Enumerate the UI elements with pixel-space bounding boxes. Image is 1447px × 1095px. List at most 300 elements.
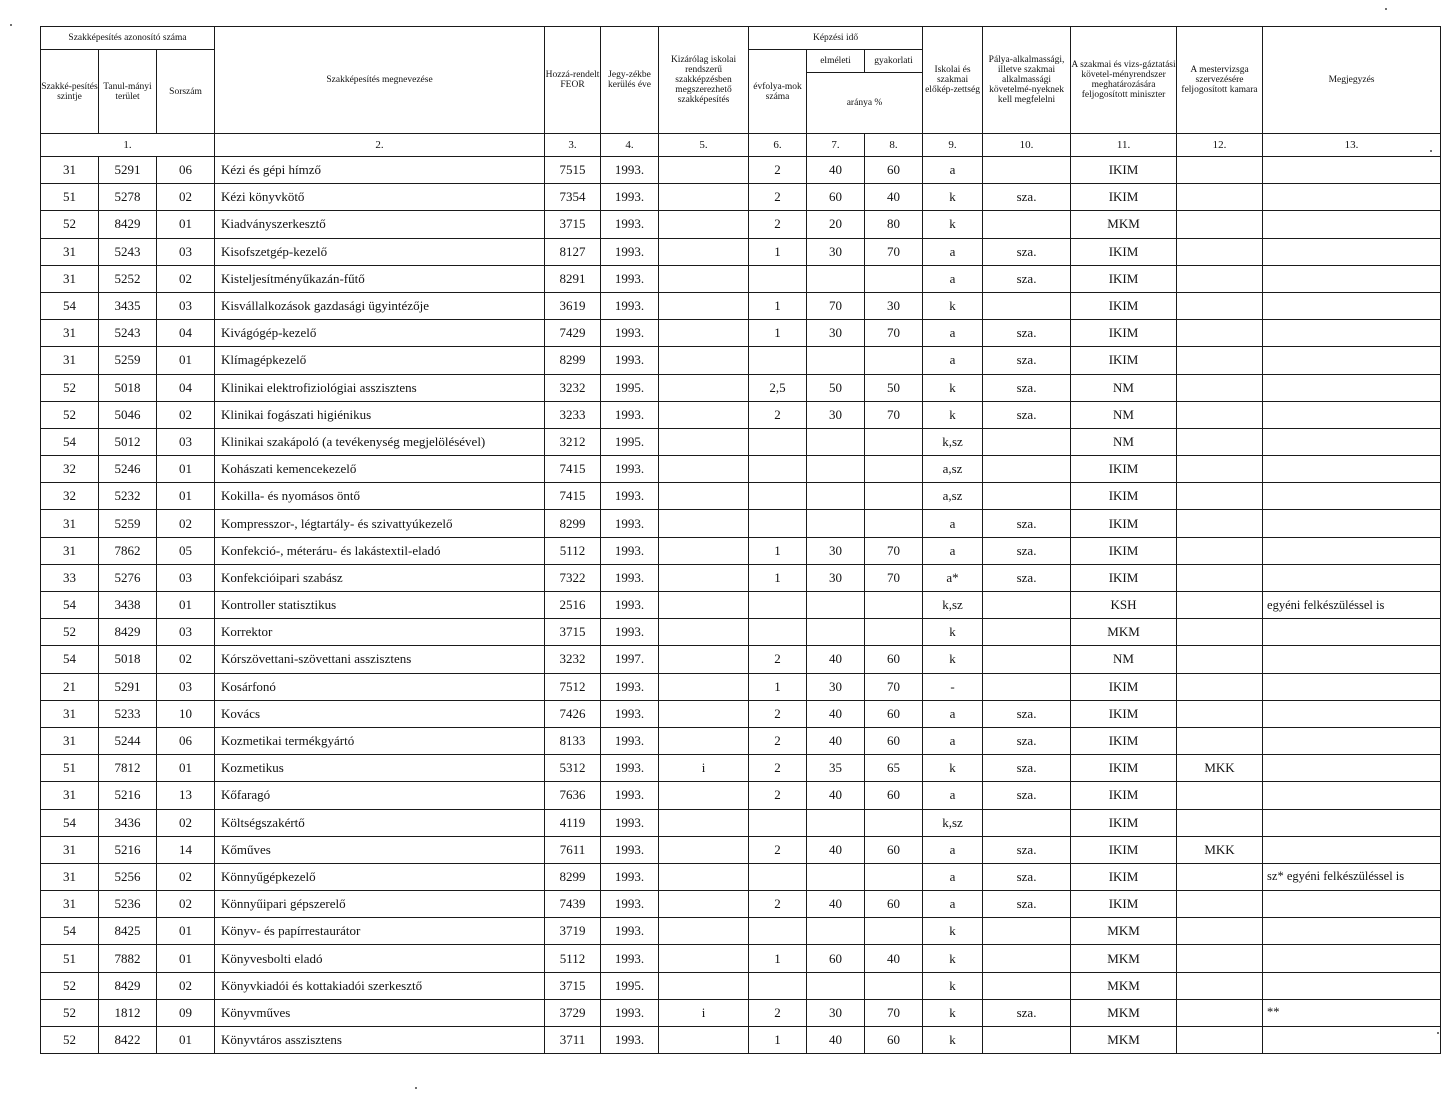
- cell-remark: [1263, 374, 1441, 401]
- cell-prerequisite: a: [923, 891, 983, 918]
- column-number: 1.: [41, 134, 215, 157]
- header-level: Szakké-pesítés szintje: [41, 50, 99, 134]
- cell-field: 5233: [99, 700, 157, 727]
- cell-ministry: IKIM: [1071, 157, 1177, 184]
- cell-chamber: [1177, 401, 1263, 428]
- cell-name: Kézi könyvkötő: [215, 184, 545, 211]
- cell-practice: 60: [865, 646, 923, 673]
- cell-level: 31: [41, 510, 99, 537]
- cell-chamber: [1177, 619, 1263, 646]
- cell-remark: [1263, 782, 1441, 809]
- cell-serial: 01: [157, 592, 215, 619]
- cell-chamber: [1177, 265, 1263, 292]
- cell-aptitude: [983, 972, 1071, 999]
- cell-field: 7812: [99, 755, 157, 782]
- cell-prerequisite: k: [923, 1027, 983, 1054]
- cell-years-count: 2: [749, 727, 807, 754]
- cell-level: 31: [41, 265, 99, 292]
- cell-serial: 02: [157, 863, 215, 890]
- cell-serial: 05: [157, 537, 215, 564]
- scan-speck: [10, 24, 12, 26]
- header-theory: elméleti: [807, 50, 865, 73]
- cell-school-only: [659, 157, 749, 184]
- cell-name: Kisteljesítményűkazán-fűtő: [215, 265, 545, 292]
- cell-level: 33: [41, 564, 99, 591]
- cell-years-count: 2: [749, 782, 807, 809]
- cell-theory: 40: [807, 1027, 865, 1054]
- cell-remark: [1263, 510, 1441, 537]
- cell-year: 1993.: [601, 999, 659, 1026]
- cell-prerequisite: a: [923, 700, 983, 727]
- cell-remark: [1263, 918, 1441, 945]
- cell-field: 3438: [99, 592, 157, 619]
- cell-level: 54: [41, 292, 99, 319]
- table-body: [41, 157, 1441, 1054]
- cell-ministry: NM: [1071, 401, 1177, 428]
- cell-theory: 30: [807, 238, 865, 265]
- cell-remark: [1263, 456, 1441, 483]
- cell-theory: [807, 592, 865, 619]
- cell-level: 32: [41, 456, 99, 483]
- cell-year: 1993.: [601, 727, 659, 754]
- cell-name: Korrektor: [215, 619, 545, 646]
- cell-field: 1812: [99, 999, 157, 1026]
- cell-feor: 4119: [545, 809, 601, 836]
- cell-school-only: [659, 809, 749, 836]
- cell-year: 1993.: [601, 211, 659, 238]
- cell-years-count: [749, 347, 807, 374]
- cell-school-only: [659, 646, 749, 673]
- cell-feor: 7426: [545, 700, 601, 727]
- qualifications-register-table: [40, 26, 1441, 1054]
- cell-years-count: [749, 483, 807, 510]
- cell-ministry: IKIM: [1071, 537, 1177, 564]
- cell-serial: 01: [157, 347, 215, 374]
- cell-years-count: 2: [749, 755, 807, 782]
- cell-year: 1993.: [601, 265, 659, 292]
- cell-year: 1993.: [601, 564, 659, 591]
- cell-practice: 70: [865, 401, 923, 428]
- cell-feor: 3715: [545, 211, 601, 238]
- table-row: [41, 265, 1441, 292]
- header-years-count: évfolya-mok száma: [749, 50, 807, 134]
- cell-remark: [1263, 809, 1441, 836]
- cell-remark: [1263, 292, 1441, 319]
- cell-remark: [1263, 972, 1441, 999]
- cell-level: 52: [41, 211, 99, 238]
- cell-years-count: [749, 265, 807, 292]
- column-number: 3.: [545, 134, 601, 157]
- cell-practice: [865, 483, 923, 510]
- cell-year: 1993.: [601, 292, 659, 319]
- table-row: [41, 945, 1441, 972]
- cell-level: 31: [41, 700, 99, 727]
- cell-remark: [1263, 483, 1441, 510]
- cell-name: Költségszakértő: [215, 809, 545, 836]
- cell-chamber: [1177, 211, 1263, 238]
- cell-remark: [1263, 727, 1441, 754]
- cell-feor: 5112: [545, 537, 601, 564]
- header-remark: Megjegyzés: [1263, 27, 1441, 134]
- cell-serial: 01: [157, 1027, 215, 1054]
- table-row: [41, 347, 1441, 374]
- cell-level: 51: [41, 755, 99, 782]
- cell-school-only: [659, 1027, 749, 1054]
- cell-theory: 70: [807, 292, 865, 319]
- header-name: Szakképesítés megnevezése: [215, 27, 545, 134]
- header-ratio: aránya %: [807, 73, 923, 134]
- cell-theory: [807, 809, 865, 836]
- cell-name: Kőfaragó: [215, 782, 545, 809]
- cell-name: Kosárfonó: [215, 673, 545, 700]
- cell-chamber: [1177, 320, 1263, 347]
- table-row: [41, 510, 1441, 537]
- cell-school-only: [659, 972, 749, 999]
- table-row: [41, 972, 1441, 999]
- cell-years-count: 2: [749, 157, 807, 184]
- cell-school-only: [659, 592, 749, 619]
- cell-prerequisite: k: [923, 211, 983, 238]
- cell-prerequisite: k: [923, 292, 983, 319]
- cell-name: Könyvműves: [215, 999, 545, 1026]
- table-row: [41, 1027, 1441, 1054]
- cell-school-only: [659, 456, 749, 483]
- cell-ministry: IKIM: [1071, 863, 1177, 890]
- header-feor: Hozzá-rendelt FEOR: [545, 27, 601, 134]
- cell-practice: [865, 809, 923, 836]
- cell-prerequisite: k,sz: [923, 428, 983, 455]
- cell-practice: [865, 510, 923, 537]
- cell-ministry: IKIM: [1071, 564, 1177, 591]
- scan-speck: [415, 1087, 417, 1089]
- cell-aptitude: [983, 456, 1071, 483]
- cell-year: 1993.: [601, 891, 659, 918]
- cell-serial: 03: [157, 619, 215, 646]
- cell-remark: [1263, 891, 1441, 918]
- cell-school-only: [659, 619, 749, 646]
- cell-prerequisite: a: [923, 537, 983, 564]
- cell-serial: 01: [157, 456, 215, 483]
- cell-practice: [865, 619, 923, 646]
- cell-remark: [1263, 347, 1441, 374]
- cell-feor: 8133: [545, 727, 601, 754]
- header-serial: Sorszám: [157, 50, 215, 134]
- cell-practice: 60: [865, 700, 923, 727]
- table-row: [41, 157, 1441, 184]
- cell-field: 5291: [99, 673, 157, 700]
- cell-year: 1993.: [601, 1027, 659, 1054]
- cell-aptitude: [983, 646, 1071, 673]
- cell-school-only: i: [659, 999, 749, 1026]
- cell-feor: 8127: [545, 238, 601, 265]
- cell-years-count: 1: [749, 537, 807, 564]
- cell-years-count: 1: [749, 945, 807, 972]
- cell-aptitude: sza.: [983, 320, 1071, 347]
- header-practice: gyakorlati: [865, 50, 923, 73]
- cell-ministry: IKIM: [1071, 483, 1177, 510]
- cell-remark: [1263, 619, 1441, 646]
- cell-years-count: [749, 918, 807, 945]
- cell-remark: [1263, 755, 1441, 782]
- cell-ministry: IKIM: [1071, 292, 1177, 319]
- cell-aptitude: sza.: [983, 836, 1071, 863]
- cell-aptitude: [983, 592, 1071, 619]
- cell-year: 1993.: [601, 619, 659, 646]
- cell-name: Könnyűipari gépszerelő: [215, 891, 545, 918]
- cell-feor: 5112: [545, 945, 601, 972]
- cell-ministry: IKIM: [1071, 836, 1177, 863]
- cell-theory: [807, 863, 865, 890]
- cell-chamber: MKK: [1177, 836, 1263, 863]
- cell-ministry: NM: [1071, 374, 1177, 401]
- cell-aptitude: sza.: [983, 238, 1071, 265]
- cell-theory: 30: [807, 999, 865, 1026]
- cell-years-count: [749, 456, 807, 483]
- cell-serial: 02: [157, 891, 215, 918]
- cell-practice: 60: [865, 891, 923, 918]
- cell-aptitude: sza.: [983, 782, 1071, 809]
- cell-name: Kisvállalkozások gazdasági ügyintézője: [215, 292, 545, 319]
- cell-name: Könyvkiadói és kottakiadói szerkesztő: [215, 972, 545, 999]
- header-year: Jegy-zékbe kerülés éve: [601, 27, 659, 134]
- cell-practice: 80: [865, 211, 923, 238]
- cell-theory: [807, 510, 865, 537]
- cell-remark: [1263, 184, 1441, 211]
- cell-aptitude: sza.: [983, 755, 1071, 782]
- cell-chamber: [1177, 374, 1263, 401]
- table-row: [41, 320, 1441, 347]
- cell-ministry: MKM: [1071, 1027, 1177, 1054]
- cell-year: 1993.: [601, 918, 659, 945]
- cell-theory: [807, 918, 865, 945]
- cell-remark: [1263, 238, 1441, 265]
- cell-school-only: [659, 673, 749, 700]
- cell-remark: [1263, 1027, 1441, 1054]
- cell-aptitude: [983, 157, 1071, 184]
- cell-school-only: i: [659, 755, 749, 782]
- cell-serial: 13: [157, 782, 215, 809]
- cell-theory: 30: [807, 673, 865, 700]
- cell-aptitude: sza.: [983, 700, 1071, 727]
- cell-remark: [1263, 945, 1441, 972]
- cell-serial: 03: [157, 428, 215, 455]
- cell-years-count: [749, 510, 807, 537]
- table-row: [41, 292, 1441, 319]
- cell-name: Könnyűgépkezelő: [215, 863, 545, 890]
- cell-years-count: 1: [749, 1027, 807, 1054]
- cell-school-only: [659, 891, 749, 918]
- cell-level: 54: [41, 428, 99, 455]
- cell-practice: [865, 972, 923, 999]
- cell-year: 1993.: [601, 184, 659, 211]
- cell-theory: [807, 483, 865, 510]
- cell-field: 5243: [99, 320, 157, 347]
- cell-level: 31: [41, 320, 99, 347]
- table-row: [41, 809, 1441, 836]
- column-number: 10.: [983, 134, 1071, 157]
- header-training-time: Képzési idő: [749, 27, 923, 50]
- cell-ministry: IKIM: [1071, 809, 1177, 836]
- column-number: 12.: [1177, 134, 1263, 157]
- cell-level: 51: [41, 184, 99, 211]
- cell-aptitude: [983, 483, 1071, 510]
- cell-prerequisite: k: [923, 619, 983, 646]
- cell-field: 8425: [99, 918, 157, 945]
- cell-aptitude: sza.: [983, 347, 1071, 374]
- cell-practice: 40: [865, 945, 923, 972]
- cell-practice: [865, 918, 923, 945]
- table-row: [41, 564, 1441, 591]
- cell-aptitude: [983, 1027, 1071, 1054]
- cell-practice: [865, 863, 923, 890]
- cell-prerequisite: k: [923, 999, 983, 1026]
- cell-theory: 35: [807, 755, 865, 782]
- cell-prerequisite: k,sz: [923, 809, 983, 836]
- column-number: 8.: [865, 134, 923, 157]
- cell-chamber: [1177, 456, 1263, 483]
- column-number: 5.: [659, 134, 749, 157]
- cell-chamber: [1177, 347, 1263, 374]
- cell-year: 1993.: [601, 836, 659, 863]
- cell-theory: 60: [807, 945, 865, 972]
- cell-name: Kovács: [215, 700, 545, 727]
- cell-feor: 3719: [545, 918, 601, 945]
- cell-ministry: IKIM: [1071, 238, 1177, 265]
- cell-theory: 30: [807, 537, 865, 564]
- cell-field: 7882: [99, 945, 157, 972]
- cell-year: 1993.: [601, 347, 659, 374]
- cell-chamber: [1177, 972, 1263, 999]
- cell-serial: 04: [157, 320, 215, 347]
- cell-chamber: [1177, 782, 1263, 809]
- cell-prerequisite: a,sz: [923, 456, 983, 483]
- cell-ministry: NM: [1071, 646, 1177, 673]
- cell-ministry: IKIM: [1071, 782, 1177, 809]
- cell-year: 1993.: [601, 537, 659, 564]
- cell-prerequisite: k: [923, 401, 983, 428]
- cell-chamber: MKK: [1177, 755, 1263, 782]
- cell-feor: 3232: [545, 374, 601, 401]
- cell-field: 5012: [99, 428, 157, 455]
- cell-practice: 60: [865, 727, 923, 754]
- cell-level: 52: [41, 401, 99, 428]
- cell-field: 5246: [99, 456, 157, 483]
- table-row: [41, 782, 1441, 809]
- cell-remark: [1263, 265, 1441, 292]
- cell-aptitude: sza.: [983, 537, 1071, 564]
- cell-chamber: [1177, 646, 1263, 673]
- cell-years-count: 2: [749, 891, 807, 918]
- cell-level: 31: [41, 537, 99, 564]
- cell-remark: **: [1263, 999, 1441, 1026]
- cell-years-count: 1: [749, 564, 807, 591]
- table-row: [41, 374, 1441, 401]
- table-row: [41, 673, 1441, 700]
- cell-practice: 60: [865, 1027, 923, 1054]
- cell-level: 31: [41, 891, 99, 918]
- cell-remark: [1263, 673, 1441, 700]
- cell-field: 5291: [99, 157, 157, 184]
- table-row: [41, 727, 1441, 754]
- cell-level: 31: [41, 347, 99, 374]
- cell-remark: [1263, 836, 1441, 863]
- cell-chamber: [1177, 1027, 1263, 1054]
- cell-aptitude: sza.: [983, 891, 1071, 918]
- cell-ministry: MKM: [1071, 619, 1177, 646]
- cell-ministry: IKIM: [1071, 265, 1177, 292]
- cell-theory: [807, 428, 865, 455]
- cell-school-only: [659, 537, 749, 564]
- cell-field: 5244: [99, 727, 157, 754]
- cell-serial: 02: [157, 401, 215, 428]
- cell-theory: 30: [807, 564, 865, 591]
- cell-chamber: [1177, 510, 1263, 537]
- cell-serial: 03: [157, 564, 215, 591]
- cell-aptitude: sza.: [983, 564, 1071, 591]
- cell-years-count: 2: [749, 401, 807, 428]
- cell-aptitude: sza.: [983, 999, 1071, 1026]
- cell-practice: 60: [865, 836, 923, 863]
- cell-practice: [865, 428, 923, 455]
- cell-prerequisite: k: [923, 184, 983, 211]
- cell-year: 1993.: [601, 401, 659, 428]
- cell-practice: [865, 265, 923, 292]
- cell-level: 54: [41, 592, 99, 619]
- cell-name: Kontroller statisztikus: [215, 592, 545, 619]
- cell-remark: [1263, 564, 1441, 591]
- cell-ministry: MKM: [1071, 972, 1177, 999]
- cell-prerequisite: a: [923, 238, 983, 265]
- cell-aptitude: sza.: [983, 265, 1071, 292]
- cell-years-count: 1: [749, 673, 807, 700]
- cell-name: Kiadványszerkesztő: [215, 211, 545, 238]
- cell-name: Klinikai elektrofiziológiai asszisztens: [215, 374, 545, 401]
- cell-prerequisite: -: [923, 673, 983, 700]
- cell-level: 51: [41, 945, 99, 972]
- cell-feor: 7415: [545, 483, 601, 510]
- cell-field: 8429: [99, 619, 157, 646]
- cell-field: 8429: [99, 211, 157, 238]
- cell-feor: 8299: [545, 863, 601, 890]
- cell-ministry: IKIM: [1071, 727, 1177, 754]
- cell-years-count: [749, 428, 807, 455]
- table-row: [41, 700, 1441, 727]
- cell-name: Kórszövettani-szövettani asszisztens: [215, 646, 545, 673]
- cell-school-only: [659, 836, 749, 863]
- cell-level: 54: [41, 809, 99, 836]
- cell-feor: 5312: [545, 755, 601, 782]
- cell-level: 31: [41, 727, 99, 754]
- cell-prerequisite: k: [923, 755, 983, 782]
- table-row: [41, 755, 1441, 782]
- cell-name: Kozmetikai termékgyártó: [215, 727, 545, 754]
- cell-name: Konfekcióipari szabász: [215, 564, 545, 591]
- cell-year: 1993.: [601, 755, 659, 782]
- table-row: [41, 184, 1441, 211]
- cell-aptitude: [983, 918, 1071, 945]
- cell-ministry: MKM: [1071, 999, 1177, 1026]
- cell-year: 1995.: [601, 374, 659, 401]
- cell-serial: 02: [157, 809, 215, 836]
- cell-chamber: [1177, 157, 1263, 184]
- cell-practice: 70: [865, 999, 923, 1026]
- cell-year: 1993.: [601, 809, 659, 836]
- cell-practice: 50: [865, 374, 923, 401]
- table-row: [41, 918, 1441, 945]
- cell-chamber: [1177, 727, 1263, 754]
- cell-school-only: [659, 510, 749, 537]
- cell-field: 3436: [99, 809, 157, 836]
